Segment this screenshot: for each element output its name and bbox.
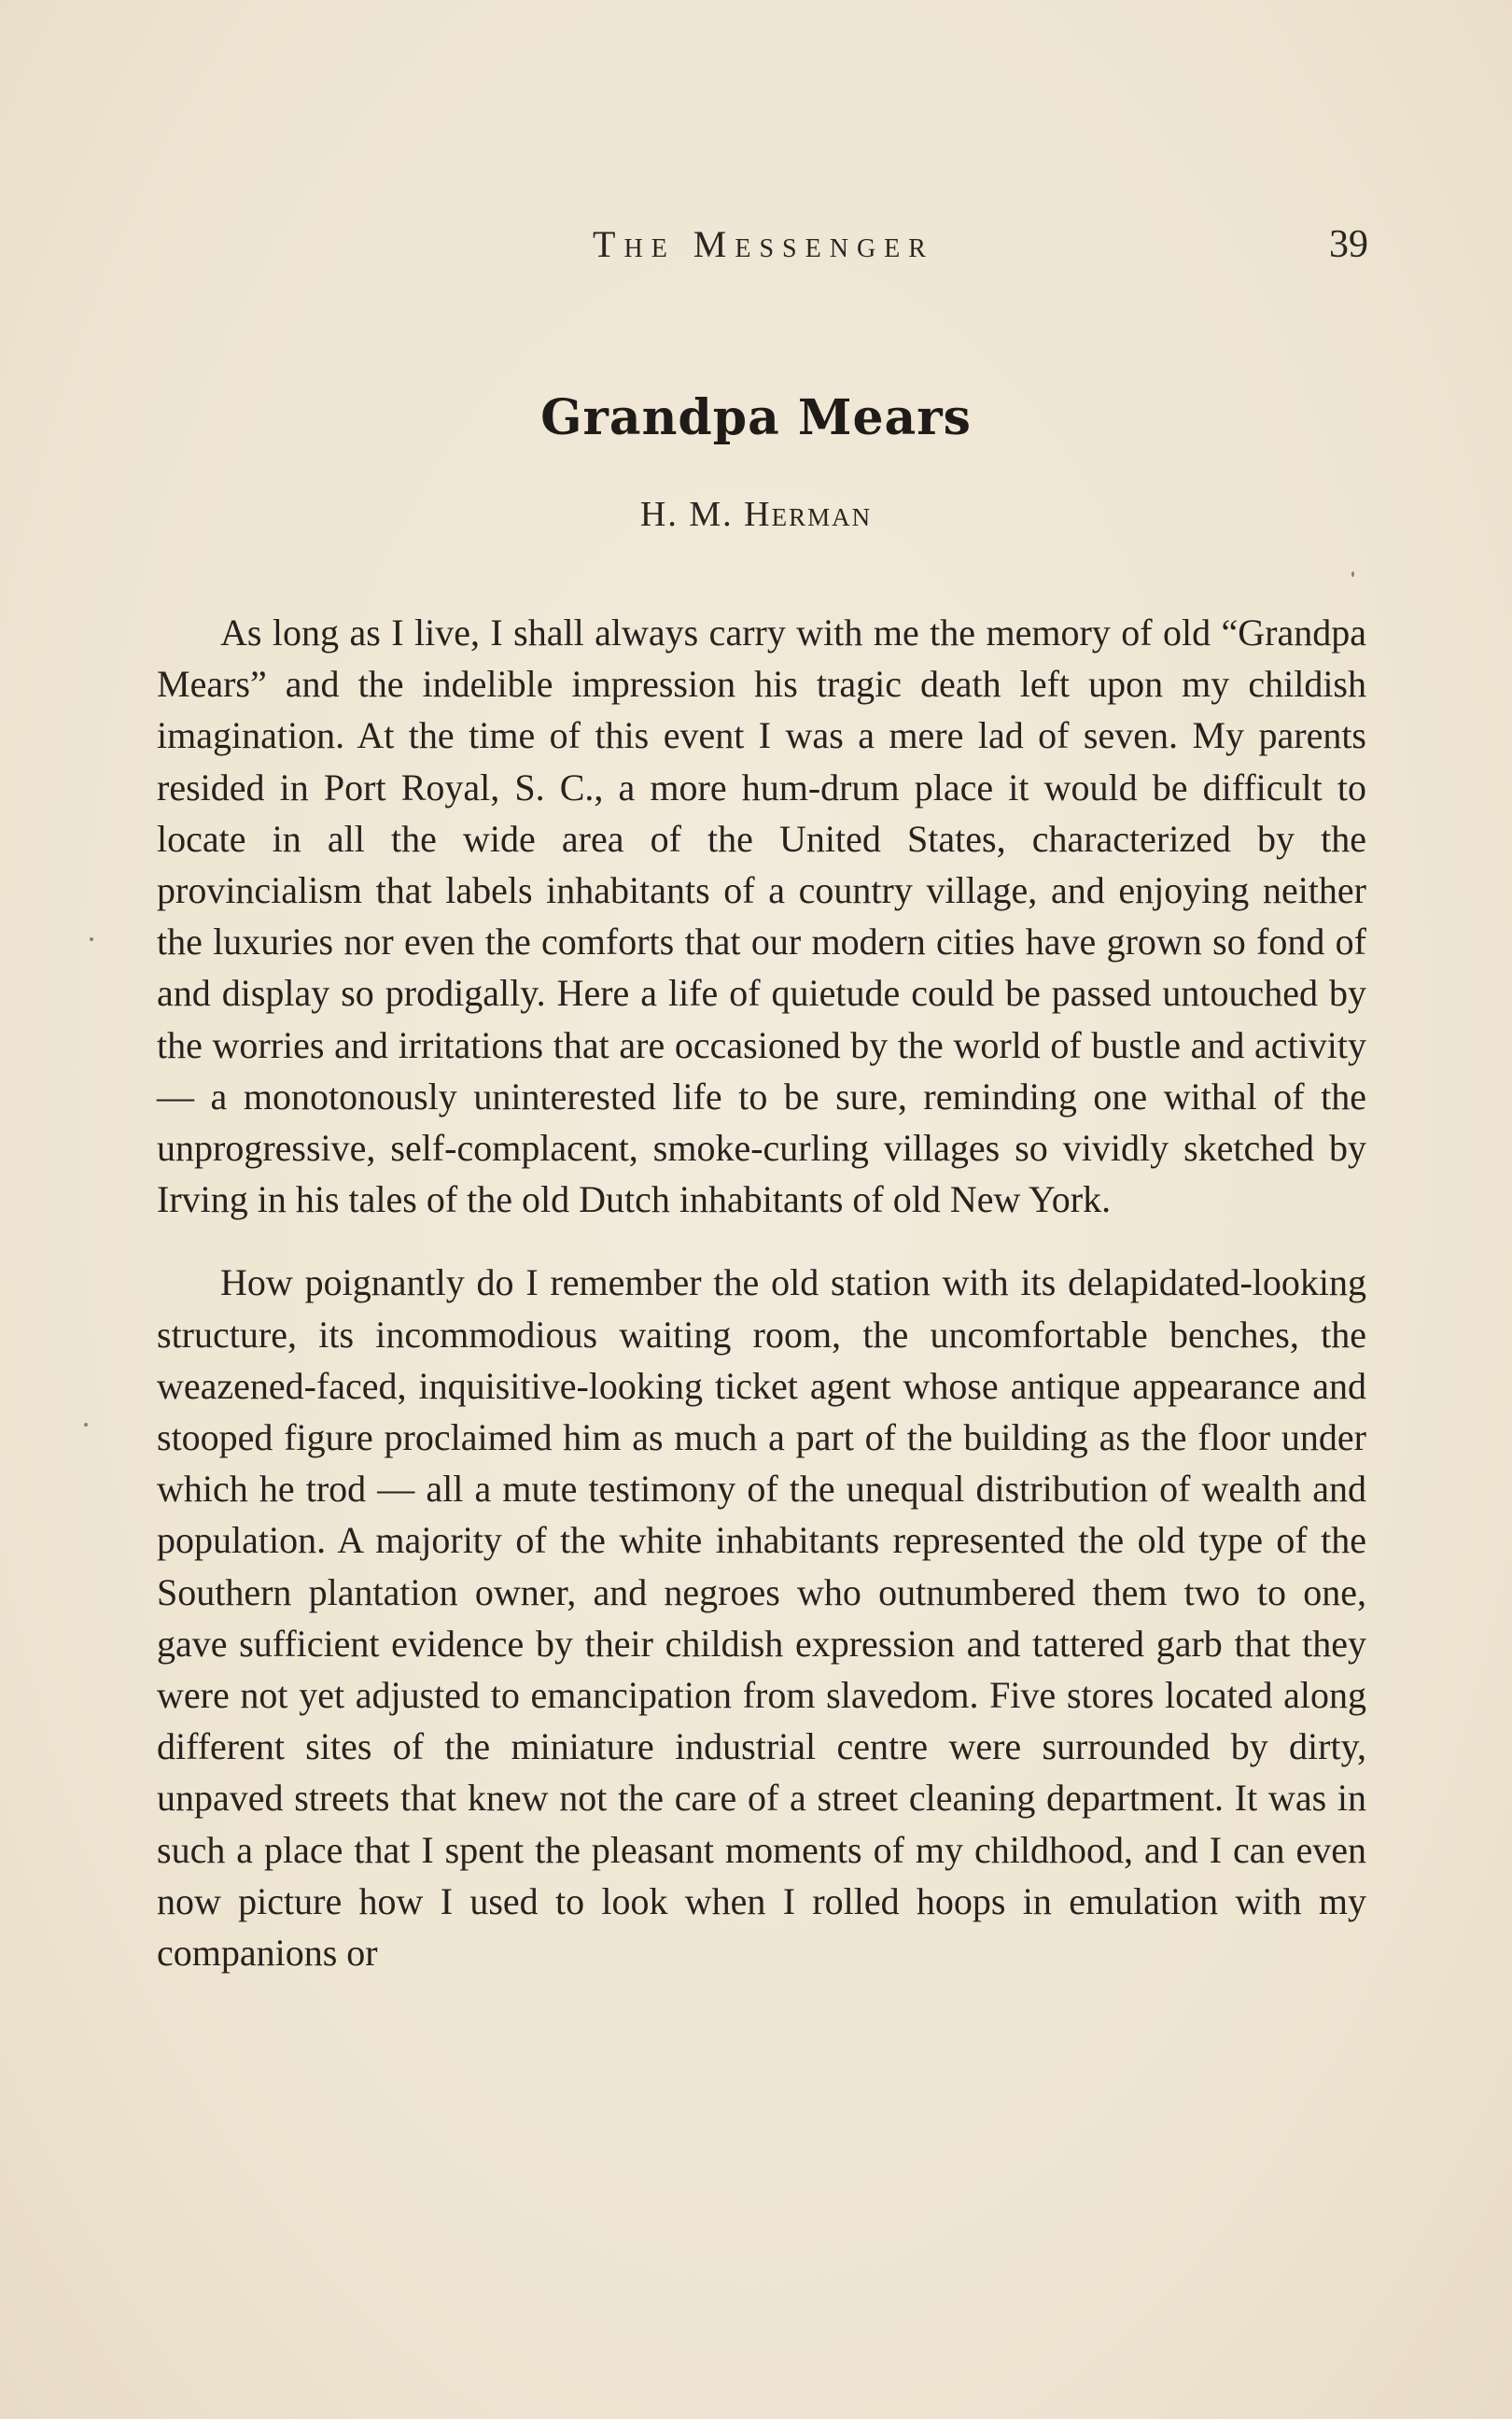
article-title: Grandpa Mears [540, 389, 972, 446]
paper-speck [84, 1423, 88, 1427]
page-number: 39 [1329, 223, 1368, 266]
paper-speck [1351, 571, 1354, 577]
journal-name: The Messenger [593, 223, 934, 265]
article-author: H. M. Herman [639, 495, 873, 534]
paper-speck [90, 937, 93, 941]
running-head [159, 220, 1368, 276]
paragraph: As long as I live, I shall always carry with me the memory of old “Grandpa Mears” and the indelible impression his tragic death left upon my childish imagination. At the time of this event I was a mere lad of seven. My parents resided in Port Royal, S. C., a more hum-drum place it would be difficult to locate in all the wide area of the United States, characterized by the provincialism that labels inhabitants of a country village, and enjoying neither the luxuries nor even the comforts that our modern cities have grown so fond of and display so prodigally. Here a life of quietude could be passed untouched by the worries and irritations that are occasioned by the world of bustle and activity — a monotonously uninterested life to be sure, reminding one withal of the unprogressive, self-complacent, smoke-curling villages so vividly sketched by Irving in his tales of the old Dutch inhabitants of old New York. [157, 612, 1366, 1221]
article-body [157, 607, 1366, 2010]
paragraph: How poignantly do I remember the old station with its delapidated-looking structure, its incommodious waiting room, the uncomfortable benches, the weazened-faced, inquisitive-looking ticket agent whose antique appearance and stooped figure proclaimed him as much a part of the building as the floor under which he trod — all a mute testimony of the unequal distribution of wealth and population. A majority of the white inhabitants represented the old type of the Southern plantation owner, and negroes who outnumbered them two to one, gave sufficient evidence by their childish expression and tattered garb that they were not yet adjusted to emancipation from slavedom. Five stores located along different sites of the miniature industrial centre were surrounded by dirty, unpaved streets that knew not the care of a street cleaning department. It was in such a place that I spent the pleasant moments of my childhood, and I can even now picture how I used to look when I rolled hoops in emulation with my companions or [157, 1261, 1366, 1975]
